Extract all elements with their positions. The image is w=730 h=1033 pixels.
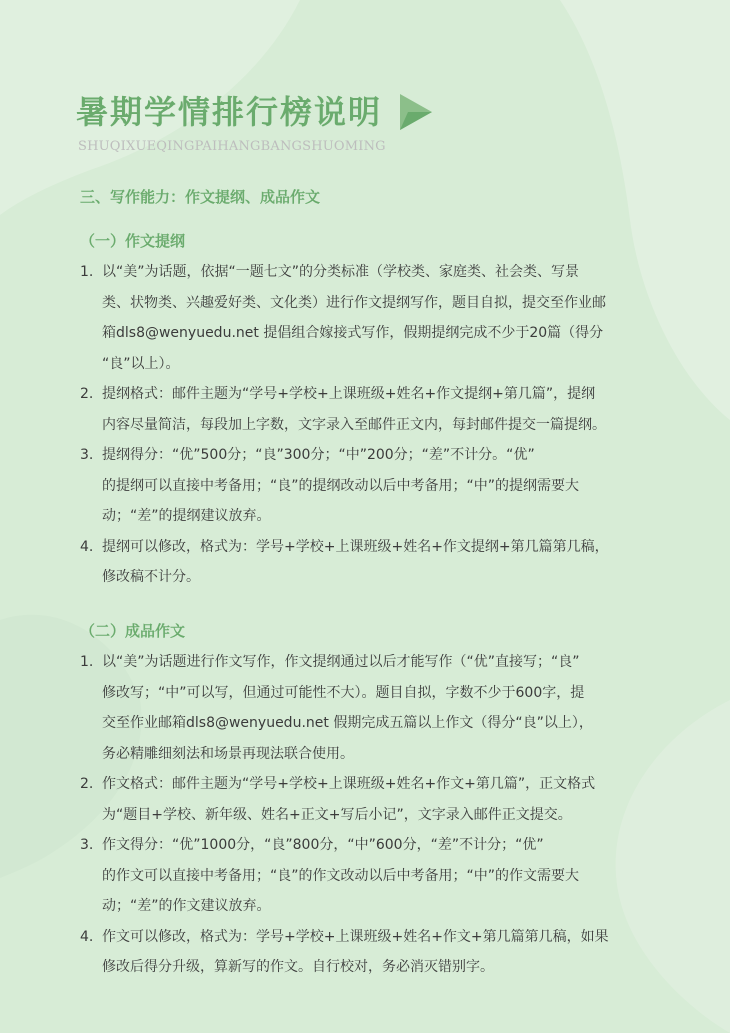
list-item-line: 的提纲可以直接中考备用；“良”的提纲改动以后中考备用；“中”的提纲需要大	[102, 477, 580, 494]
page-subtitle: SHUQIXUEQINGPAIHANGBANGSHUOMING	[78, 139, 386, 154]
list-item-line: 箱dls8@wenyuedu.net 提倡组合嫁接式写作，假期提纲完成不少于20篇（得分	[102, 325, 604, 341]
list-item-number: 3.	[80, 447, 94, 463]
page-title: 暑期学情排行榜说明	[76, 93, 383, 131]
list-item-line: 动；“差”的作文建议放弃。	[102, 898, 271, 914]
list-item-line: 为“题目+学校、新年级、姓名+正文+写后小记”，文字录入邮件正文提交。	[102, 806, 572, 823]
list-item-line: 提纲可以修改，格式为：学号+学校+上课班级+姓名+作文提纲+第几篇第几稿，	[102, 538, 609, 555]
part2-heading: （二）成品作文	[80, 622, 186, 640]
list-item-line: 以“美”为话题进行作文写作，作文提纲通过以后才能写作（“优”直接写；“良”	[102, 654, 580, 670]
essay-rules-list	[80, 647, 660, 983]
list-item-line: 作文可以修改，格式为：学号+学校+上课班级+姓名+作文+第几篇第几稿，如果	[102, 928, 609, 945]
list-item-line: 的作文可以直接中考备用；“良”的作文改动以后中考备用；“中”的作文需要大	[102, 867, 580, 884]
list-item	[80, 647, 660, 769]
list-item	[80, 532, 660, 593]
list-item	[80, 830, 660, 922]
list-item-line: 交至作业邮箱dls8@wenyuedu.net 假期完成五篇以上作文（得分“良”以上），	[102, 715, 593, 731]
outline-rules-list	[80, 257, 660, 593]
list-item-line: 修改写；“中”可以写，但通过可能性不大）。题目自拟，字数不少于600字，提	[102, 684, 585, 701]
list-item-number: 1.	[80, 654, 94, 670]
list-item	[80, 922, 660, 983]
list-item-number: 4.	[80, 538, 94, 555]
list-item-line: “良”以上）。	[102, 355, 180, 372]
list-item-line: 修改稿不计分。	[102, 569, 200, 585]
list-item-number: 2.	[80, 776, 94, 792]
list-item-number: 2.	[80, 386, 94, 402]
list-item-line: 动；“差”的提纲建议放弃。	[102, 508, 271, 524]
list-item-line: 内容尽量简洁，每段加上字数，文字录入至邮件正文内，每封邮件提交一篇提纲。	[102, 416, 606, 433]
title-row	[76, 92, 438, 132]
list-item-line: 作文格式：邮件主题为“学号+学校+上课班级+姓名+作文+第几篇”，正文格式	[102, 776, 596, 792]
list-item	[80, 769, 660, 830]
list-item-line: 以“美”为话题，依据“一题七文”的分类标准（学校类、家庭类、社会类、写景	[102, 264, 580, 280]
list-item-line: 类、状物类、兴趣爱好类、文化类）进行作文提纲写作，题目自拟，提交至作业邮	[102, 294, 606, 311]
list-item-number: 3.	[80, 837, 94, 853]
list-item-number: 1.	[80, 264, 94, 280]
list-item-line: 提纲得分：“优”500分；“良”300分；“中”200分；“差”不计分。“优”	[102, 447, 535, 463]
list-item	[80, 379, 660, 440]
list-item-line: 修改后得分升级，算新写的作文。自行校对，务必消灭错别字。	[102, 959, 494, 975]
play-arrow-icon	[398, 92, 438, 132]
list-item-number: 4.	[80, 928, 94, 945]
list-item-line: 提纲格式：邮件主题为“学号+学校+上课班级+姓名+作文提纲+第几篇”，提纲	[102, 386, 596, 402]
list-item	[80, 257, 660, 379]
list-item-line: 作文得分：“优”1000分，“良”800分，“中”600分，“差”不计分；“优”	[102, 837, 544, 853]
list-item	[80, 440, 660, 532]
section-heading: 三、写作能力：作文提纲、成品作文	[80, 188, 321, 206]
list-item-line: 务必精雕细刻法和场景再现法联合使用。	[102, 745, 354, 762]
part1-heading: （一）作文提纲	[80, 232, 186, 250]
